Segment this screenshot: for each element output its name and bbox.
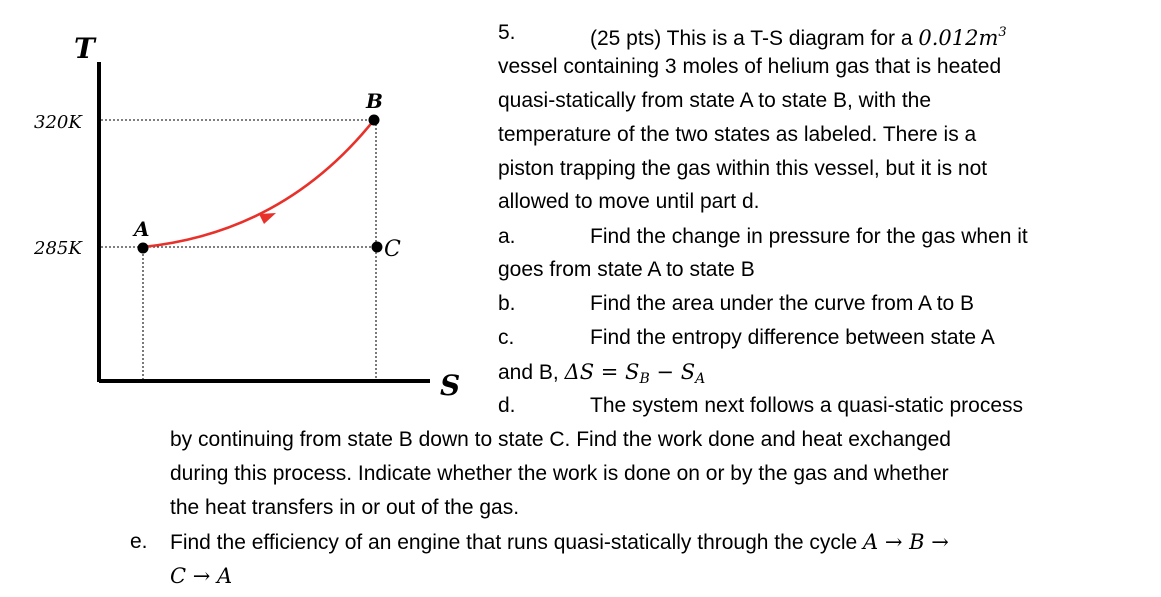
entropy-sub-b: B xyxy=(639,371,650,387)
curve-arrow xyxy=(259,213,276,224)
process-curve-a-to-b xyxy=(143,120,374,247)
point-b-dot xyxy=(369,115,380,126)
intro-text-1: (25 pts) This is a T-S diagram for a xyxy=(590,27,919,50)
intro-line-5: piston trapping the gas within this vessel, but it is not xyxy=(498,157,988,180)
intro-line-3: quasi-statically from state A to state B, with the xyxy=(498,89,932,112)
entropy-sub-a: A xyxy=(695,371,706,387)
part-d-text-4: the heat transfers in or out of the gas. xyxy=(170,496,520,519)
tick-285-label: 285K xyxy=(34,238,82,259)
point-b-label: B xyxy=(366,89,383,113)
part-e-label: e. xyxy=(130,530,148,553)
part-a-label: a. xyxy=(498,225,516,248)
intro-line-4: temperature of the two states as labeled. There is a xyxy=(498,123,977,146)
part-e-pre: Find the efficiency of an engine that runs quasi-statically through the cycle xyxy=(170,531,864,554)
part-a-text: Find the change in pressure for the gas when it xyxy=(590,225,1028,248)
volume-exponent: 3 xyxy=(998,25,1007,40)
ts-diagram xyxy=(0,0,460,420)
intro-line-2: vessel containing 3 moles of helium gas that is heated xyxy=(498,55,1002,78)
part-c-text: Find the entropy difference between state A xyxy=(590,326,995,349)
cycle-math-1: A → B → xyxy=(863,530,949,554)
part-b-label: b. xyxy=(498,292,516,315)
problem-number: 5. xyxy=(498,21,516,44)
volume-value: 0.012m xyxy=(918,26,999,50)
entropy-minus: − S xyxy=(649,360,696,384)
t-axis-label: T xyxy=(74,32,95,65)
point-c-dot xyxy=(372,242,383,253)
cycle-math-2: C → A xyxy=(170,564,233,588)
part-d-label: d. xyxy=(498,394,516,417)
point-a-label: A xyxy=(134,217,150,241)
intro-line-6: allowed to move until part d. xyxy=(498,190,760,213)
point-a-dot xyxy=(138,243,149,254)
part-a-text-2: goes from state A to state B xyxy=(498,258,755,281)
s-axis-label: S xyxy=(440,369,460,402)
entropy-delta: ΔS = S xyxy=(564,360,640,384)
part-d-text: The system next follows a quasi-static process xyxy=(590,394,1024,417)
part-c-label: c. xyxy=(498,326,515,349)
part-c-pre: and B, xyxy=(498,361,565,384)
part-d-text-2: by continuing from state B down to state C. Find the work done and heat exchanged xyxy=(170,428,951,451)
tick-320-label: 320K xyxy=(34,112,82,133)
point-c-label: C xyxy=(384,237,401,262)
part-d-text-3: during this process. Indicate whether the work is done on or by the gas and whether xyxy=(170,462,949,485)
part-e-text xyxy=(170,525,949,560)
part-b-text: Find the area under the curve from A to B xyxy=(590,292,975,315)
